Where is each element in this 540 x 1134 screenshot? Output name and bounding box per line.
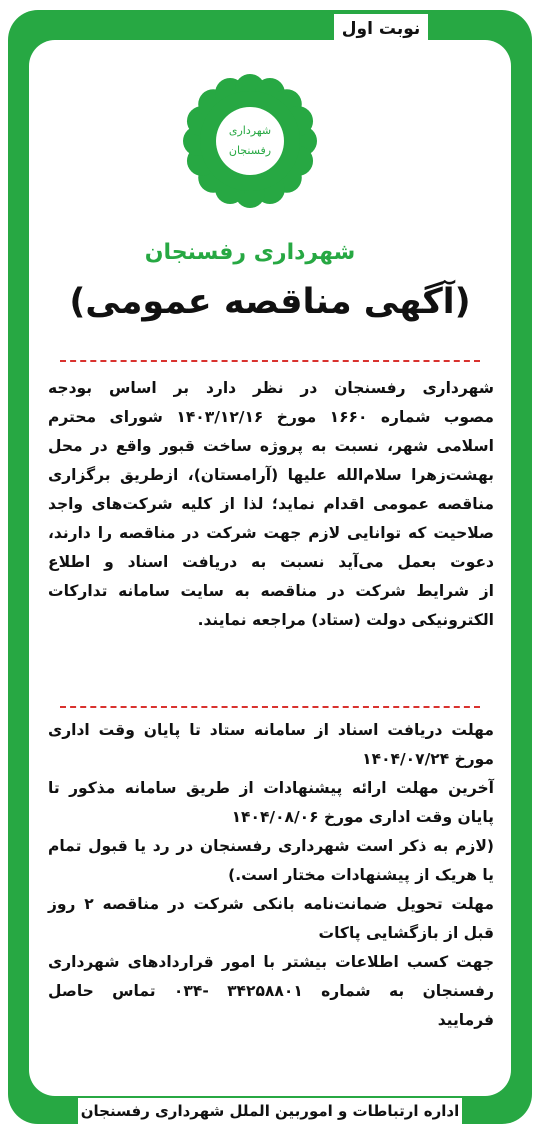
notice-line: پایان وقت اداری مورخ ۱۴۰۴/۰۸/۰۶ [231,808,494,826]
issuer-footer: اداره ارتباطات و اموربین الملل شهرداری رفسنجان [78,1098,462,1124]
notice-line: اسلامی شهر، نسبت به پروژه ساخت قبور واقع در محل [48,437,494,455]
municipality-flower-logo-icon [180,72,320,210]
notice-line: رفسنجان به شماره ۳۴۲۵۸۸۰۱ -۰۳۴ تماس حاصل [48,982,494,1000]
notice-line: از شرایط شرکت در مناقصه به سایت سامانه تدارکات [48,582,494,600]
notice-line: بهشت‌زهرا سلام‌الله علیها (آرامستان)، ازطریق برگزاری [48,466,494,484]
notice-line: مهلت تحویل ضمانت‌نامه بانکی شرکت در مناقصه ۲ روز [48,895,494,913]
divider-top [60,360,480,362]
notice-title: (آگهی مناقصه عمومی) [69,282,471,322]
notice-line: دعوت بعمل می‌آید نسبت به دریافت اسناد و اطلاع [48,553,494,571]
notice-line: (لازم به ذکر است شهرداری رفسنجان در رد یا قبول تمام [48,837,494,855]
logo-inner-text-2: رفسنجان [228,144,272,157]
notice-line: مهلت دریافت اسناد از سامانه ستاد تا پایان وقت اداری [48,721,494,739]
notice-line: صلاحیت که توانایی لازم جهت شرکت در مناقصه را دارند، [48,524,494,542]
notice-line: قبل از بازگشایی پاکات [318,924,494,942]
notice-line: فرمایید [437,1011,494,1029]
notice-line: شهرداری رفسنجان در نظر دارد بر اساس بودجه [48,379,494,397]
edition-label: نوبت اول [334,14,428,44]
notice-line: آخرین مهلت ارائه پیشنهادات از طریق سامانه مذکور تا [48,779,494,797]
notice-paragraph-2 [48,716,494,1035]
notice-line: مناقصه عمومی اقدام نماید؛ لذا از کلیه شرکت‌های واجد [48,495,494,513]
notice-line: جهت کسب اطلاعات بیشتر با امور قراردادهای شهرداری [48,953,494,971]
logo-inner-text-1: شهرداری [228,124,272,137]
notice-line: مورخ ۱۴۰۴/۰۷/۲۴ [362,750,494,768]
divider-middle [60,706,480,708]
logo-caption: شهرداری رفسنجان [144,240,356,265]
notice-paragraph-1 [48,374,494,635]
notice-line: مصوب شماره ۱۶۶۰ مورخ ۱۴۰۳/۱۲/۱۶ شورای محترم [48,408,495,426]
notice-line: یا هریک از پیشنهادات مختار است.) [228,866,494,884]
notice-line: الکترونیکی دولت (ستاد) مراجعه نمایند. [197,611,494,629]
